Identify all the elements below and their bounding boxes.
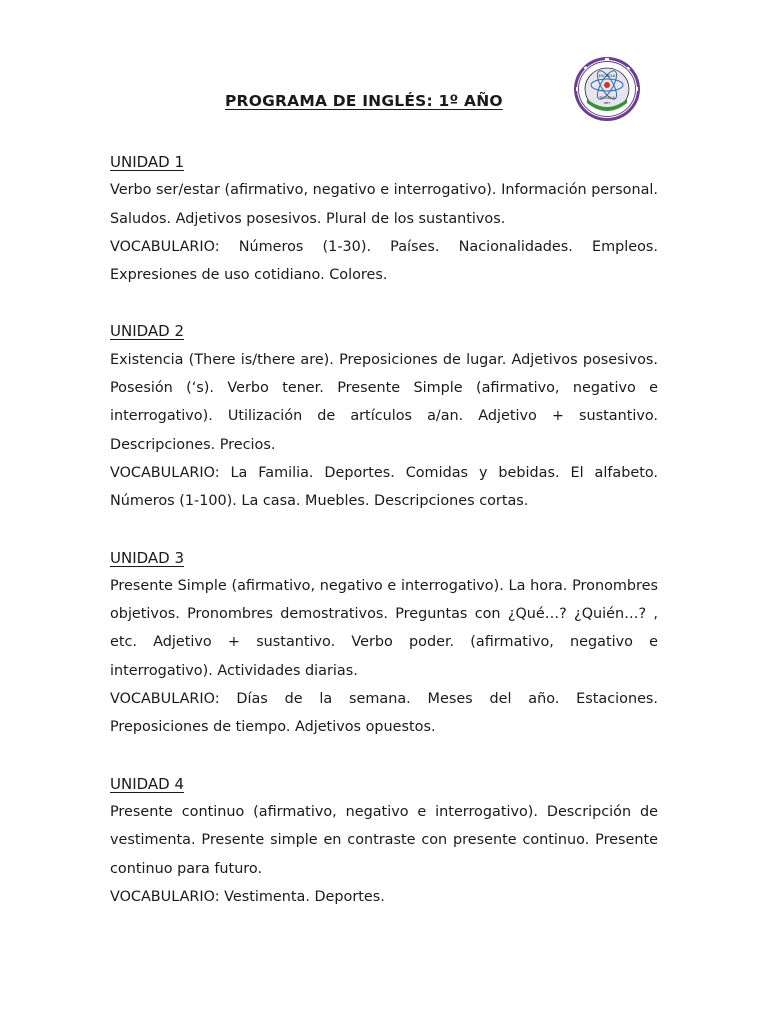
unit-1 <box>110 148 658 289</box>
unit-vocabulary-paragraph: VOCABULARIO: Vestimenta. Deportes. <box>110 888 385 905</box>
unit-vocabulary-paragraph: VOCABULARIO: Días de la semana. Meses del año. Estaciones. Preposiciones de tiempo. Adjetivos opuestos. <box>110 691 658 736</box>
unit-3 <box>110 544 658 742</box>
unit-heading: UNIDAD 1 <box>110 153 185 171</box>
page-title: PROGRAMA DE INGLÉS: 1º AÑO <box>225 92 503 110</box>
units-list <box>110 148 658 939</box>
unit-content-paragraph: Verbo ser/estar (afirmativo, negativo e interrogativo). Información personal. Saludos. Adjetivos posesivos. Plural de los sustantivos. <box>110 182 658 227</box>
seal-bottom-text: TÉCNICA <box>599 96 615 100</box>
unit-heading: UNIDAD 2 <box>110 322 185 341</box>
school-seal-logo <box>572 55 642 123</box>
unit-2 <box>110 317 658 515</box>
unit-content-paragraph: Existencia (There is/there are). Preposiciones de lugar. Adjetivos posesivos. Posesión (‘s). Verbo tener. Presente Simple (afirmativo, negativo e interrogativo). Utilización de artículos a/an. Adjetivo + sustantivo. Descripciones. Precios. <box>110 351 658 453</box>
unit-vocabulary-paragraph: VOCABULARIO: Números (1-30). Países. Nacionalidades. Empleos. Expresiones de uso cotidiano. Colores. <box>110 238 658 284</box>
unit-vocabulary-paragraph: VOCABULARIO: La Familia. Deportes. Comidas y bebidas. El alfabeto. Números (1-100). La casa. Muebles. Descripciones cortas. <box>110 464 658 510</box>
unit-content-paragraph: Presente Simple (afirmativo, negativo e interrogativo). La hora. Pronombres objetivos. Pronombres demostrativos. Preguntas con ¿Qué…? ¿Quién…? , etc. Adjetivo + sustantivo. Verbo poder. (afirmativo, negativo e interrogativo). Actividades diarias. <box>110 577 658 679</box>
unit-heading: UNIDAD 4 <box>110 774 185 793</box>
seal-small-text: IPET <box>603 101 611 105</box>
seal-center-text: ESCUELA <box>598 74 616 78</box>
unit-content-paragraph: Presente continuo (afirmativo, negativo e interrogativo). Descripción de vestimenta. Presente simple en contraste con presente continuo. Presente continuo para futuro. <box>110 803 658 877</box>
unit-4 <box>110 770 658 911</box>
unit-heading: UNIDAD 3 <box>110 548 185 567</box>
